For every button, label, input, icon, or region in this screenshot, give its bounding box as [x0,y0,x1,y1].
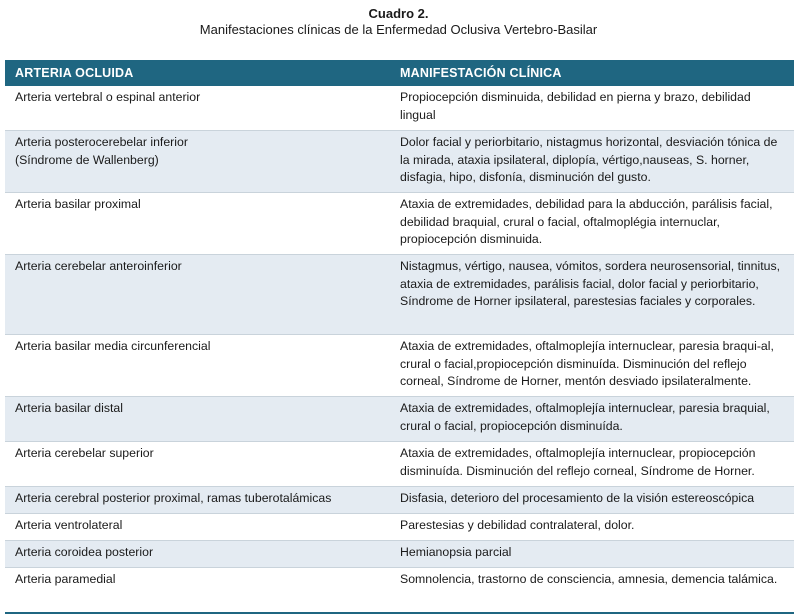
clinical-manifestations-table [5,60,794,614]
header-row [5,60,794,86]
artery-name: Arteria cerebelar superior [15,446,154,460]
artery-name: Arteria basilar proximal [15,197,141,211]
manifestation-cell: Hemianopsia parcial [390,541,794,568]
manifestation-cell: Somnolencia, trastorno de consciencia, amnesia, demencia talámica. [390,568,794,614]
artery-name: Arteria basilar media circunferencial [15,339,211,353]
table-header [5,60,794,86]
caption-subtitle: Manifestaciones clínicas de la Enfermedad Oclusiva Vertebro-Basilar [199,22,598,37]
artery-name: Arteria cerebelar anteroinferior [15,259,182,273]
artery-name: Arteria coroidea posterior [15,545,154,559]
manifestation-cell: Dolor facial y periorbitario, nistagmus horizontal, desviación tónica de la mirada, ataxia ipsilateral, diplopía, vértigo,nauseas, S. horner, disfagia, hipo, disfonía, disminución del gusto. [390,131,794,193]
caption-title: Cuadro 2. [368,6,429,21]
manifestation-cell: Disfasia, deterioro del procesamiento de la visión estereoscópica [390,487,794,514]
artery-name: Arteria posterocerebelar inferior [15,135,188,149]
table-row [5,335,794,397]
manifestation-cell: Ataxia de extremidades, oftalmoplejía internuclear, propiocepción disminuída. Disminución del reflejo corneal, Síndrome de Horner. [390,442,794,487]
table-row [5,131,794,193]
table-caption [0,0,797,48]
manifestation-cell: Propiocepción disminuida, debilidad en pierna y brazo, debilidad lingual [390,86,794,131]
artery-cell [5,487,390,514]
artery-name: Arteria basilar distal [15,401,123,415]
artery-cell [5,255,390,335]
table-row [5,86,794,131]
manifestation-cell: Ataxia de extremidades, oftalmoplejía internuclear, paresia braqui-al, crural o facial,propiocepción disminuída. Disminución del reflejo corneal, Síndrome de Horner, mentón desviado ipsilateralmente. [390,335,794,397]
artery-cell [5,131,390,193]
table-row [5,442,794,487]
manifestation-cell: Parestesias y debilidad contralateral, dolor. [390,514,794,541]
artery-cell [5,397,390,442]
header-clinical-manifestation: MANIFESTACIÓN CLÍNICA [390,60,794,86]
artery-name: Arteria paramedial [15,572,116,586]
table-row [5,568,794,614]
table-body [5,86,794,613]
artery-cell [5,193,390,255]
artery-cell [5,568,390,614]
table-row [5,487,794,514]
header-occluded-artery: ARTERIA OCLUIDA [5,60,390,86]
table-row [5,541,794,568]
artery-syndrome: (Síndrome de Wallenberg) [15,152,159,167]
manifestation-cell: Ataxia de extremidades, debilidad para la abducción, parálisis facial, debilidad braquial, crural o facial, oftalmoplégia internuclar, propiocepción disminuida. [390,193,794,255]
artery-name: Arteria vertebral o espinal anterior [15,90,201,104]
manifestation-cell: Ataxia de extremidades, oftalmoplejía internuclear, paresia braquial, crural o facial, propiocepción disminuída. [390,397,794,442]
artery-name: Arteria ventrolateral [15,518,123,532]
artery-cell [5,335,390,397]
table-row [5,193,794,255]
manifestation-cell: Nistagmus, vértigo, nausea, vómitos, sordera neurosensorial, tinnitus, ataxia de extremidades, parálisis facial, dolor facial y periorbitario, Síndrome de Horner ipsilateral, parestesias faciales y corporales. [390,255,794,335]
table-row [5,255,794,335]
table-row [5,397,794,442]
artery-cell [5,514,390,541]
artery-name: Arteria cerebral posterior proximal, ramas tuberotalámicas [15,491,332,505]
artery-cell [5,541,390,568]
artery-cell [5,442,390,487]
table-row [5,514,794,541]
artery-cell [5,86,390,131]
